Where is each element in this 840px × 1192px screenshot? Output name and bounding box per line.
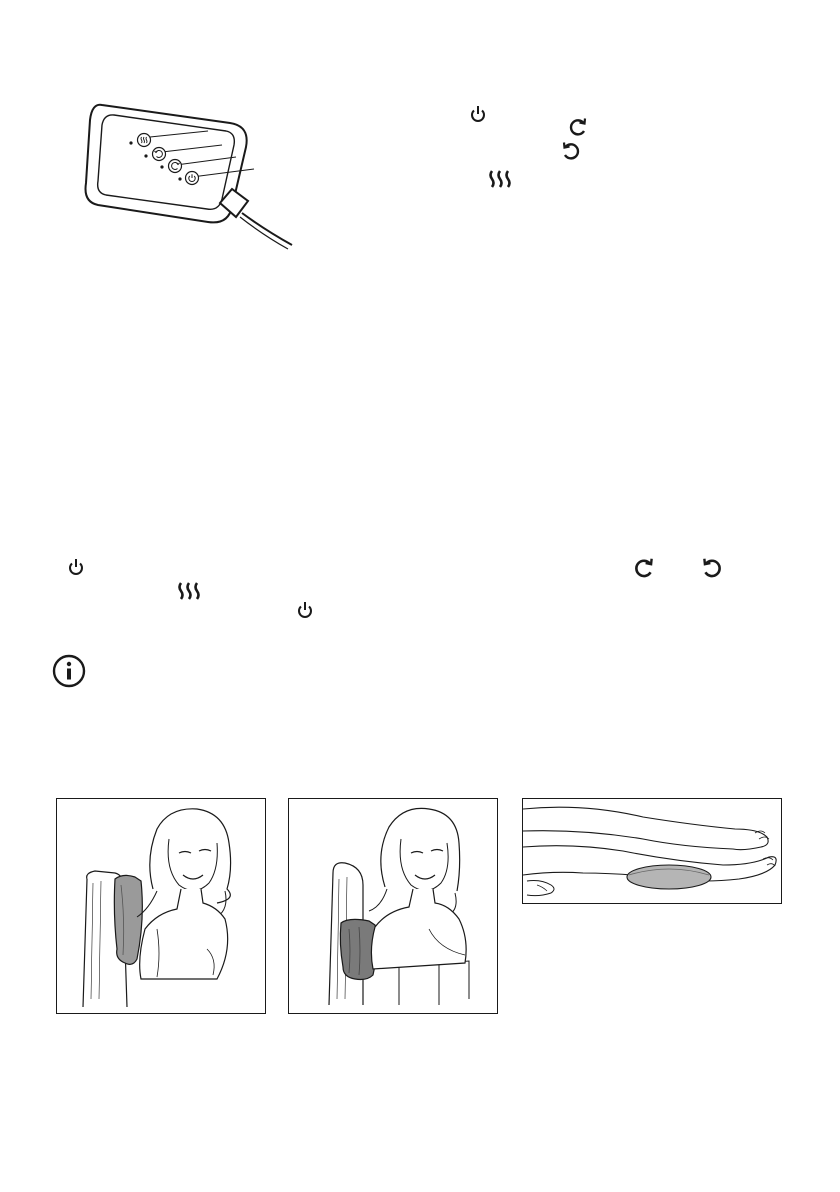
usage-image-upper-back xyxy=(56,798,266,1014)
heat-icon xyxy=(487,169,515,189)
usage-image-legs xyxy=(522,798,782,904)
rotate-clockwise-icon xyxy=(567,116,589,138)
info-icon xyxy=(52,654,86,688)
power-icon xyxy=(295,600,315,620)
power-icon xyxy=(468,104,488,124)
rotate-clockwise-icon[interactable] xyxy=(167,158,183,174)
rotate-counterclockwise-icon[interactable] xyxy=(151,146,167,162)
power-icon xyxy=(66,557,86,577)
remote-control-figure xyxy=(80,95,310,255)
usage-image-lower-back xyxy=(288,798,498,1014)
heat-icon xyxy=(176,581,204,601)
heat-icon[interactable] xyxy=(136,132,152,148)
rotate-counterclockwise-icon xyxy=(560,140,582,162)
rotate-counterclockwise-icon xyxy=(700,556,724,580)
power-icon[interactable] xyxy=(184,170,200,186)
rotate-clockwise-icon xyxy=(632,556,656,580)
